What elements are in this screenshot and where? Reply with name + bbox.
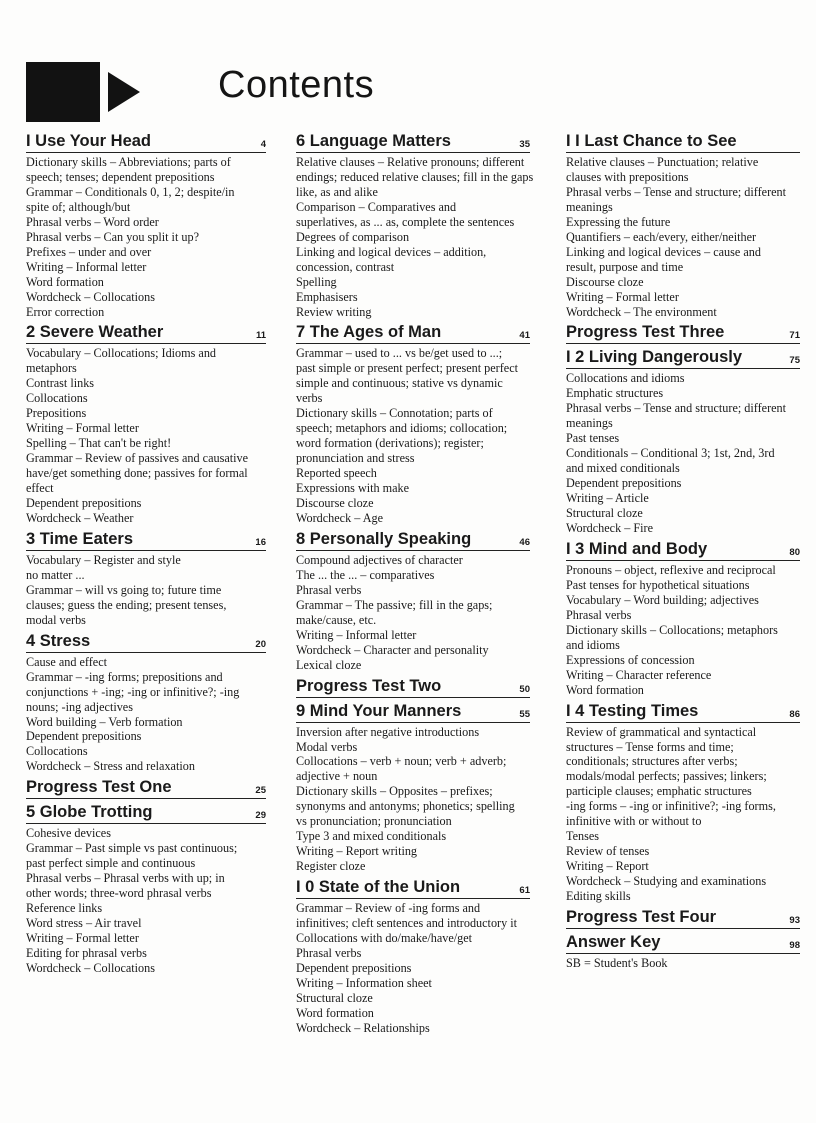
entry-topic-line: conditionals; structures after verbs; bbox=[566, 754, 738, 769]
entry-topic-line: other words; three-word phrasal verbs bbox=[26, 886, 212, 901]
entry-topic-line: Writing – Character reference bbox=[566, 667, 712, 682]
entry-topic-line: Review writing bbox=[296, 304, 372, 319]
entry-heading bbox=[566, 540, 800, 561]
entry-topic-line: Conditionals – Conditional 3; 1st, 2nd, 3rd bbox=[566, 446, 775, 461]
entry-topic-line: modals/modal perfects; passives; linkers; bbox=[566, 769, 767, 784]
entry-heading bbox=[296, 132, 530, 153]
entry-title: Progress Test One bbox=[26, 778, 172, 797]
entry-topic-line: Phrasal verbs – Can you split it up? bbox=[26, 229, 199, 244]
entry-topic-line: speech; tenses; dependent prepositions bbox=[26, 169, 215, 184]
contents-column-1 bbox=[26, 132, 266, 976]
contents-entry bbox=[296, 530, 530, 673]
entry-topic-line: Editing skills bbox=[566, 889, 631, 904]
entry-topic-line: Vocabulary – Register and style bbox=[26, 552, 181, 567]
entry-topic-line: Wordcheck – Collocations bbox=[26, 960, 155, 975]
entry-topic-line: Expressing the future bbox=[566, 214, 671, 229]
entry-topic-line: Wordcheck – Collocations bbox=[26, 289, 155, 304]
entry-topic-line: Spelling bbox=[296, 274, 337, 289]
entry-page-number: 80 bbox=[789, 546, 800, 558]
entry-topic-list bbox=[26, 553, 266, 628]
entry-title: Progress Test Two bbox=[296, 676, 442, 695]
entry-topic-list bbox=[296, 725, 530, 875]
entry-topic-line: Tenses bbox=[566, 829, 599, 844]
entry-topic-line: Cohesive devices bbox=[26, 826, 111, 841]
entry-topic-line: Writing – Formal letter bbox=[26, 421, 139, 436]
entry-topic-line: pronunciation and stress bbox=[296, 451, 415, 466]
entry-topic-line: endings; reduced relative clauses; fill in the gaps bbox=[296, 169, 534, 184]
entry-topic-list bbox=[566, 563, 800, 698]
contents-entry bbox=[26, 323, 266, 525]
entry-topic-line: Discourse cloze bbox=[566, 274, 644, 289]
entry-topic-line: Reference links bbox=[26, 901, 103, 916]
entry-topic-line: like, as and alike bbox=[296, 184, 378, 199]
contents-entry bbox=[566, 348, 800, 535]
entry-topic-line: Phrasal verbs – Word order bbox=[26, 214, 159, 229]
entry-title: I 0 State of the Union bbox=[296, 878, 461, 897]
entry-heading bbox=[296, 530, 530, 551]
entry-page-number: 71 bbox=[789, 330, 800, 342]
entry-topic-line: Writing – Information sheet bbox=[296, 975, 432, 990]
entry-topic-line: Phrasal verbs – Tense and structure; different bbox=[566, 401, 787, 416]
entry-topic-line: Emphasisers bbox=[296, 289, 358, 304]
entry-topic-line: Collocations – verb + noun; verb + adverb; bbox=[296, 754, 507, 769]
entry-topic-line: Past tenses bbox=[566, 431, 620, 446]
entry-topic-line: Wordcheck – Stress and relaxation bbox=[26, 759, 195, 774]
entry-topic-line: Type 3 and mixed conditionals bbox=[296, 829, 447, 844]
entry-title: I I Last Chance to See bbox=[566, 132, 737, 150]
contents-entry bbox=[26, 803, 266, 976]
entry-topic-line: Vocabulary – Word building; adjectives bbox=[566, 592, 759, 607]
entry-topic-line: and idioms bbox=[566, 637, 620, 652]
entry-topic-line: speech; metaphors and idioms; collocation; bbox=[296, 421, 508, 436]
entry-topic-line: Collocations with do/make/have/get bbox=[296, 930, 473, 945]
entry-title: 3 Time Eaters bbox=[26, 529, 134, 548]
entry-topic-line: past simple or present perfect; present perfect bbox=[296, 361, 518, 376]
entry-heading bbox=[566, 132, 800, 153]
contents-entry bbox=[26, 778, 266, 799]
entry-topic-line: Grammar – The passive; fill in the gaps; bbox=[296, 597, 493, 612]
entry-heading bbox=[26, 778, 266, 799]
entry-topic-line: conjunctions + -ing; -ing or infinitive?; -ing bbox=[26, 684, 240, 699]
entry-topic-line: Spelling – That can't be right! bbox=[26, 436, 172, 451]
entry-topic-line: Review of grammatical and syntactical bbox=[566, 724, 757, 739]
entry-topic-line: Writing – Report bbox=[566, 859, 649, 874]
entry-topic-line: Collocations and idioms bbox=[566, 371, 685, 386]
entry-heading bbox=[26, 132, 266, 153]
entry-topic-line: Writing – Informal letter bbox=[296, 627, 417, 642]
entry-topic-line: metaphors bbox=[26, 361, 77, 376]
entry-topic-line: Editing for phrasal verbs bbox=[26, 945, 147, 960]
entry-heading bbox=[26, 323, 266, 344]
entry-title: I 3 Mind and Body bbox=[566, 539, 708, 558]
entry-topic-line: Writing – Formal letter bbox=[566, 289, 679, 304]
entry-title: Progress Test Four bbox=[566, 907, 717, 926]
entry-topic-line: Phrasal verbs bbox=[566, 607, 632, 622]
page-title: Contents bbox=[218, 64, 375, 106]
entry-topic-list bbox=[296, 901, 530, 1036]
entry-topic-line: make/cause, etc. bbox=[296, 612, 377, 627]
entry-topic-line: modal verbs bbox=[26, 612, 86, 627]
entry-topic-line: Collocations bbox=[26, 744, 88, 759]
entry-topic-line: Wordcheck – Age bbox=[296, 510, 384, 525]
entry-heading bbox=[296, 702, 530, 723]
entry-topic-line: Word building – Verb formation bbox=[26, 714, 183, 729]
entry-page-number: 93 bbox=[789, 914, 800, 926]
entry-topic-line: Register cloze bbox=[296, 859, 366, 874]
entry-topic-line: Grammar – used to ... vs be/get used to ...; bbox=[296, 346, 503, 361]
entry-page-number: 4 bbox=[260, 139, 266, 150]
entry-topic-line: Discourse cloze bbox=[296, 496, 374, 511]
contents-entry bbox=[26, 632, 266, 775]
entry-topic-line: structures – Tense forms and time; bbox=[566, 739, 734, 754]
entry-topic-line: Phrasal verbs – Tense and structure; different bbox=[566, 184, 787, 199]
entry-topic-list bbox=[26, 155, 266, 319]
entry-title: 6 Language Matters bbox=[296, 132, 451, 150]
entry-page-number: 55 bbox=[519, 708, 530, 720]
entry-heading bbox=[296, 878, 530, 899]
entry-topic-line: simple and continuous; stative vs dynamic bbox=[296, 376, 503, 391]
entry-heading bbox=[26, 530, 266, 551]
entry-page-number: 29 bbox=[255, 810, 266, 822]
contents-entry bbox=[296, 132, 534, 319]
entry-topic-line: and mixed conditionals bbox=[566, 461, 680, 476]
entry-topic-line: Dictionary skills – Opposites – prefixes; bbox=[296, 784, 493, 799]
entry-title: 8 Personally Speaking bbox=[296, 529, 472, 548]
entry-topic-line: verbs bbox=[296, 391, 323, 406]
entry-topic-line: Relative clauses – Relative pronouns; different bbox=[296, 155, 525, 169]
entry-topic-line: Wordcheck – Fire bbox=[566, 521, 654, 536]
entry-topic-line: Collocations bbox=[26, 391, 88, 406]
entry-title: I 4 Testing Times bbox=[566, 701, 699, 720]
entry-topic-line: Grammar – Past simple vs past continuous; bbox=[26, 841, 238, 856]
entry-topic-line: Dictionary skills – Collocations; metaphors bbox=[566, 622, 778, 637]
entry-heading bbox=[26, 632, 266, 653]
entry-topic-line: Writing – Formal letter bbox=[26, 930, 139, 945]
entry-topic-list bbox=[296, 346, 530, 525]
entry-topic-line: -ing forms – -ing or infinitive?; -ing forms, bbox=[566, 799, 776, 814]
entry-title: 2 Severe Weather bbox=[26, 323, 164, 342]
entry-topic-line: Prepositions bbox=[26, 406, 87, 421]
entry-topic-line: Writing – Informal letter bbox=[26, 259, 147, 274]
entry-topic-line: infinitives; cleft sentences and introductory it bbox=[296, 916, 518, 931]
entry-topic-line: Linking and logical devices – cause and bbox=[566, 244, 761, 259]
entry-topic-line: clauses with prepositions bbox=[566, 169, 689, 184]
entry-topic-line: Grammar – will vs going to; future time bbox=[26, 582, 222, 597]
entry-topic-line: SB = Student's Book bbox=[566, 955, 668, 970]
entry-topic-line: Prefixes – under and over bbox=[26, 244, 152, 259]
contents-entry bbox=[566, 132, 800, 319]
contents-entry bbox=[566, 933, 800, 971]
entry-topic-line: Grammar – Review of passives and causative bbox=[26, 451, 249, 466]
entry-topic-list bbox=[296, 155, 534, 319]
entry-title: I 2 Living Dangerously bbox=[566, 348, 743, 367]
entry-topic-line: Wordcheck – Studying and examinations bbox=[566, 874, 767, 889]
entry-topic-line: Word formation bbox=[566, 682, 644, 697]
entry-topic-line: Phrasal verbs – Phrasal verbs with up; in bbox=[26, 871, 225, 886]
entry-topic-line: Wordcheck – Relationships bbox=[296, 1020, 430, 1035]
entry-topic-line: Dictionary skills – Abbreviations; parts of bbox=[26, 155, 231, 169]
entry-topic-line: Expressions with make bbox=[296, 481, 410, 496]
entry-topic-list bbox=[566, 371, 800, 535]
contents-entry bbox=[566, 540, 800, 698]
entry-topic-line: Grammar – Conditionals 0, 1, 2; despite/in bbox=[26, 184, 235, 199]
entry-topic-line: Structural cloze bbox=[296, 990, 373, 1005]
entry-topic-line: Review of tenses bbox=[566, 844, 650, 859]
entry-topic-line: participle clauses; emphatic structures bbox=[566, 784, 752, 799]
entry-topic-line: Pronouns – object, reflexive and reciprocal bbox=[566, 562, 776, 577]
entry-page-number: 11 bbox=[255, 330, 266, 342]
entry-topic-line: Linking and logical devices – addition, bbox=[296, 244, 487, 259]
entry-topic-line: Emphatic structures bbox=[566, 386, 664, 401]
entry-topic-line: word formation (derivations); register; bbox=[296, 436, 484, 451]
entry-topic-line: Comparison – Comparatives and bbox=[296, 199, 457, 214]
entry-topic-line: infinitive with or without to bbox=[566, 814, 702, 829]
entry-title: Progress Test Three bbox=[566, 323, 725, 342]
entry-page-number: 41 bbox=[519, 330, 530, 342]
entry-topic-line: Lexical cloze bbox=[296, 657, 362, 672]
entry-title: 4 Stress bbox=[26, 631, 91, 650]
contents-entry bbox=[566, 908, 800, 929]
entry-topic-list bbox=[296, 553, 530, 673]
entry-topic-line: Cause and effect bbox=[26, 654, 107, 669]
entry-topic-list bbox=[26, 655, 266, 775]
contents-entry bbox=[566, 702, 800, 904]
entry-topic-line: Vocabulary – Collocations; Idioms and bbox=[26, 346, 217, 361]
contents-entry bbox=[26, 530, 266, 628]
entry-page-number: 20 bbox=[255, 638, 266, 650]
entry-topic-line: Inversion after negative introductions bbox=[296, 724, 480, 739]
entry-topic-line: Wordcheck – Weather bbox=[26, 510, 134, 525]
entry-heading bbox=[566, 702, 800, 723]
entry-heading bbox=[566, 933, 800, 954]
contents-entry bbox=[296, 677, 530, 698]
entry-heading bbox=[566, 908, 800, 929]
entry-topic-line: Expressions of concession bbox=[566, 652, 695, 667]
entry-topic-list bbox=[566, 725, 800, 904]
contents-entry bbox=[566, 323, 800, 344]
entry-topic-line: Error correction bbox=[26, 304, 105, 319]
entry-topic-line: meanings bbox=[566, 199, 613, 214]
entry-topic-line: Grammar – -ing forms; prepositions and bbox=[26, 669, 223, 684]
contents-entry bbox=[26, 132, 266, 319]
entry-title: 7 The Ages of Man bbox=[296, 323, 442, 342]
entry-page-number: 98 bbox=[789, 939, 800, 951]
entry-heading bbox=[26, 803, 266, 824]
entry-topic-line: Structural cloze bbox=[566, 506, 643, 521]
entry-topic-line: Contrast links bbox=[26, 376, 95, 391]
entry-topic-line: Phrasal verbs bbox=[296, 582, 362, 597]
logo-block bbox=[26, 62, 100, 122]
contents-entry bbox=[296, 323, 530, 525]
entry-topic-line: Degrees of comparison bbox=[296, 229, 410, 244]
contents-column-3 bbox=[566, 132, 800, 971]
entry-topic-line: past perfect simple and continuous bbox=[26, 856, 196, 871]
play-arrow-icon bbox=[108, 72, 140, 112]
entry-topic-line: Quantifiers – each/every, either/neither bbox=[566, 229, 757, 244]
contents-column-2 bbox=[296, 132, 534, 1036]
entry-topic-list bbox=[566, 956, 800, 971]
entry-page-number: 75 bbox=[789, 355, 800, 367]
entry-page-number: 46 bbox=[519, 536, 530, 548]
entry-topic-line: nouns; -ing adjectives bbox=[26, 699, 133, 714]
entry-topic-line: Grammar – Review of -ing forms and bbox=[296, 901, 481, 916]
entry-topic-line: Phrasal verbs bbox=[296, 945, 362, 960]
entry-topic-line: Relative clauses – Punctuation; relative bbox=[566, 155, 759, 169]
entry-page-number: 61 bbox=[519, 885, 530, 897]
entry-topic-line: synonyms and antonyms; phonetics; spelling bbox=[296, 799, 515, 814]
entry-page-number: 35 bbox=[519, 139, 530, 150]
entry-topic-line: Writing – Report writing bbox=[296, 844, 418, 859]
entry-topic-line: result, purpose and time bbox=[566, 259, 684, 274]
entry-topic-line: Writing – Article bbox=[566, 491, 649, 506]
entry-topic-line: Dictionary skills – Connotation; parts of bbox=[296, 406, 493, 421]
entry-topic-line: Wordcheck – The environment bbox=[566, 304, 717, 319]
entry-title: I Use Your Head bbox=[26, 132, 152, 150]
entry-topic-line: Reported speech bbox=[296, 466, 377, 481]
entry-topic-line: Word formation bbox=[296, 1005, 374, 1020]
entry-topic-line: spite of; although/but bbox=[26, 199, 131, 214]
entry-topic-list bbox=[26, 346, 266, 525]
entry-topic-line: no matter ... bbox=[26, 567, 85, 582]
entry-topic-line: concession, contrast bbox=[296, 259, 395, 274]
entry-title: Answer Key bbox=[566, 932, 661, 951]
contents-entry bbox=[296, 878, 530, 1036]
entry-topic-line: Dependent prepositions bbox=[566, 476, 682, 491]
entry-topic-line: clauses; guess the ending; present tenses, bbox=[26, 597, 227, 612]
entry-heading bbox=[566, 323, 800, 344]
entry-topic-line: Dependent prepositions bbox=[296, 960, 412, 975]
entry-topic-line: superlatives, as ... as, complete the sentences bbox=[296, 214, 515, 229]
entry-heading bbox=[296, 677, 530, 698]
entry-topic-line: effect bbox=[26, 481, 54, 496]
entry-topic-line: Dependent prepositions bbox=[26, 496, 142, 511]
entry-topic-line: vs pronunciation; pronunciation bbox=[296, 814, 452, 829]
entry-topic-list bbox=[566, 155, 800, 319]
entry-topic-line: have/get something done; passives for formal bbox=[26, 466, 248, 481]
entry-title: 5 Globe Trotting bbox=[26, 803, 153, 822]
entry-topic-line: Wordcheck – Character and personality bbox=[296, 642, 489, 657]
entry-topic-line: Modal verbs bbox=[296, 739, 358, 754]
contents-entry bbox=[296, 702, 530, 875]
entry-topic-line: Compound adjectives of character bbox=[296, 552, 463, 567]
entry-page-number: 16 bbox=[255, 536, 266, 548]
entry-page-number: 50 bbox=[519, 683, 530, 695]
entry-title: 9 Mind Your Manners bbox=[296, 701, 462, 720]
entry-page-number: 86 bbox=[789, 708, 800, 720]
entry-page-number: 25 bbox=[255, 785, 266, 797]
entry-topic-line: Word formation bbox=[26, 274, 104, 289]
entry-topic-line: adjective + noun bbox=[296, 769, 378, 784]
entry-topic-line: Word stress – Air travel bbox=[26, 916, 142, 931]
entry-heading bbox=[296, 323, 530, 344]
entry-topic-line: The ... the ... – comparatives bbox=[296, 567, 435, 582]
entry-topic-line: meanings bbox=[566, 416, 613, 431]
entry-topic-line: Past tenses for hypothetical situations bbox=[566, 577, 750, 592]
entry-topic-line: Dependent prepositions bbox=[26, 729, 142, 744]
entry-topic-list bbox=[26, 826, 266, 976]
entry-heading bbox=[566, 348, 800, 369]
